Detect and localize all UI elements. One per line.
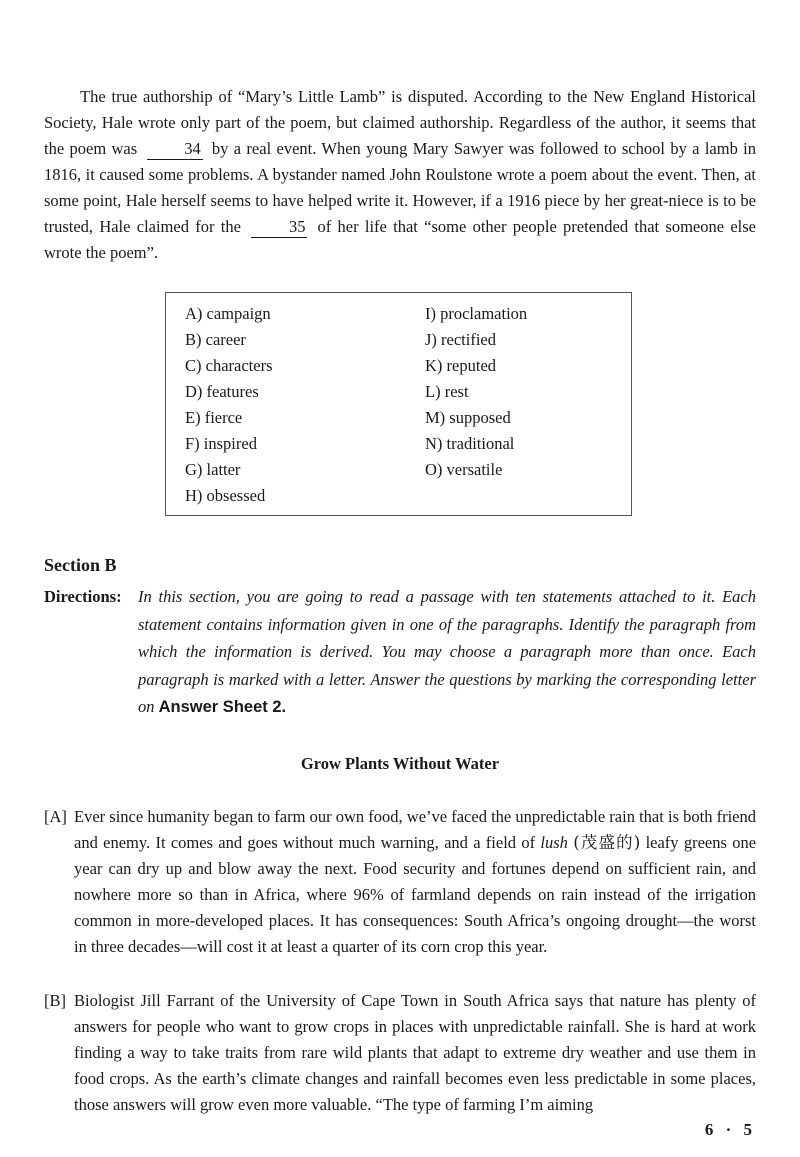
- word-option: I) proclamation: [425, 304, 528, 323]
- para-a-text-2: leafy greens one year can dry up and blow away the next. Food security and fortunes depend on sufficient rain, and nowhere more so than in Africa, where 96% of farmland depends on rain instead of the irrigation common in more-developed places. It has consequences: South Africa’s ongoing drought—the worst in three decades—will cost it at least a quarter of its corn crop this year.: [74, 832, 757, 956]
- blank-34: 34: [147, 139, 203, 160]
- intro-text-2: by a real event. When young Mary Sawyer was followed to school by a lamb in 1816, it caused some problems. A bystander named John Roulstone wrote a poem about the event. Then, at some point, Hale herself seems to have helped write it. However, if a 1916 piece by her great-niece is to be trusted, Hale claimed for the: [44, 139, 757, 236]
- word-option: M) supposed: [425, 408, 511, 427]
- word-option: C) characters: [185, 356, 273, 375]
- passage-title: Grow Plants Without Water: [300, 753, 500, 773]
- answer-sheet-label: Answer Sheet 2.: [158, 698, 287, 716]
- intro-paragraph: [44, 84, 756, 266]
- paragraph-label: [A]: [44, 806, 67, 826]
- paragraph-label: [B]: [44, 990, 66, 1010]
- lush-word: lush: [540, 832, 568, 852]
- lush-gloss: (茂盛的): [573, 832, 641, 852]
- word-option: B) career: [185, 330, 246, 349]
- directions-label: Directions:: [44, 587, 122, 606]
- word-bank-box: [165, 292, 632, 516]
- directions-text: [138, 583, 756, 722]
- word-option: N) traditional: [425, 434, 515, 453]
- page-number: 6 · 5: [704, 1120, 756, 1139]
- directions-body: In this section, you are going to read a passage with ten statements attached to it. Each statement contains information given in one of the paragraphs. Identify the paragraph from which the information is derived. You may choose a paragraph more than once. Each paragraph is marked with a letter. Answer the questions by marking the corresponding letter on: [138, 587, 756, 716]
- paragraph-text: Biologist Jill Farrant of the University of Cape Town in South Africa says that nature has plenty of answers for people who want to grow crops in places with unpredictable rainfall. She is hard at work finding a way to take traits from rare wild plants that adapt to extreme dry weather and use them in food crops. As the earth’s climate changes and rainfall becomes even less predictable in some places, those answers will grow even more valuable. “The type of farming I’m aiming: [74, 990, 756, 1114]
- word-option: E) fierce: [185, 408, 243, 427]
- word-bank-left-column: [185, 301, 273, 509]
- section-b-title: Section B: [44, 555, 117, 575]
- word-option: L) rest: [425, 382, 469, 401]
- word-option: A) campaign: [185, 304, 271, 323]
- paragraph-text: [74, 804, 756, 960]
- word-option: O) versatile: [425, 460, 503, 479]
- paragraph-a: [44, 804, 756, 960]
- word-option: K) reputed: [425, 356, 497, 375]
- para-a-text-1: Ever since humanity began to farm our own food, we’ve faced the unpredictable rain that is both friend and enemy. It comes and goes without much warning, and a field of: [74, 806, 756, 852]
- blank-35: 35: [251, 217, 307, 238]
- page-content: [44, 84, 756, 1118]
- word-bank-right-column: [425, 301, 527, 483]
- word-option: G) latter: [185, 460, 241, 479]
- word-option: F) inspired: [185, 434, 257, 453]
- paragraph-b: [44, 988, 756, 1118]
- passage-body: [44, 804, 756, 1118]
- word-option: J) rectified: [425, 330, 497, 349]
- word-option: H) obsessed: [185, 486, 266, 505]
- intro-text-3: of her life that “some other people pretended that someone else wrote the poem”.: [44, 217, 756, 262]
- word-option: D) features: [185, 382, 259, 401]
- directions-block: [44, 583, 756, 722]
- intro-text-1: The true authorship of “Mary’s Little Lamb” is disputed. According to the New England Historical Society, Hale wrote only part of the poem, but claimed authorship. Regardless of the author, it seems that the poem was: [44, 87, 756, 158]
